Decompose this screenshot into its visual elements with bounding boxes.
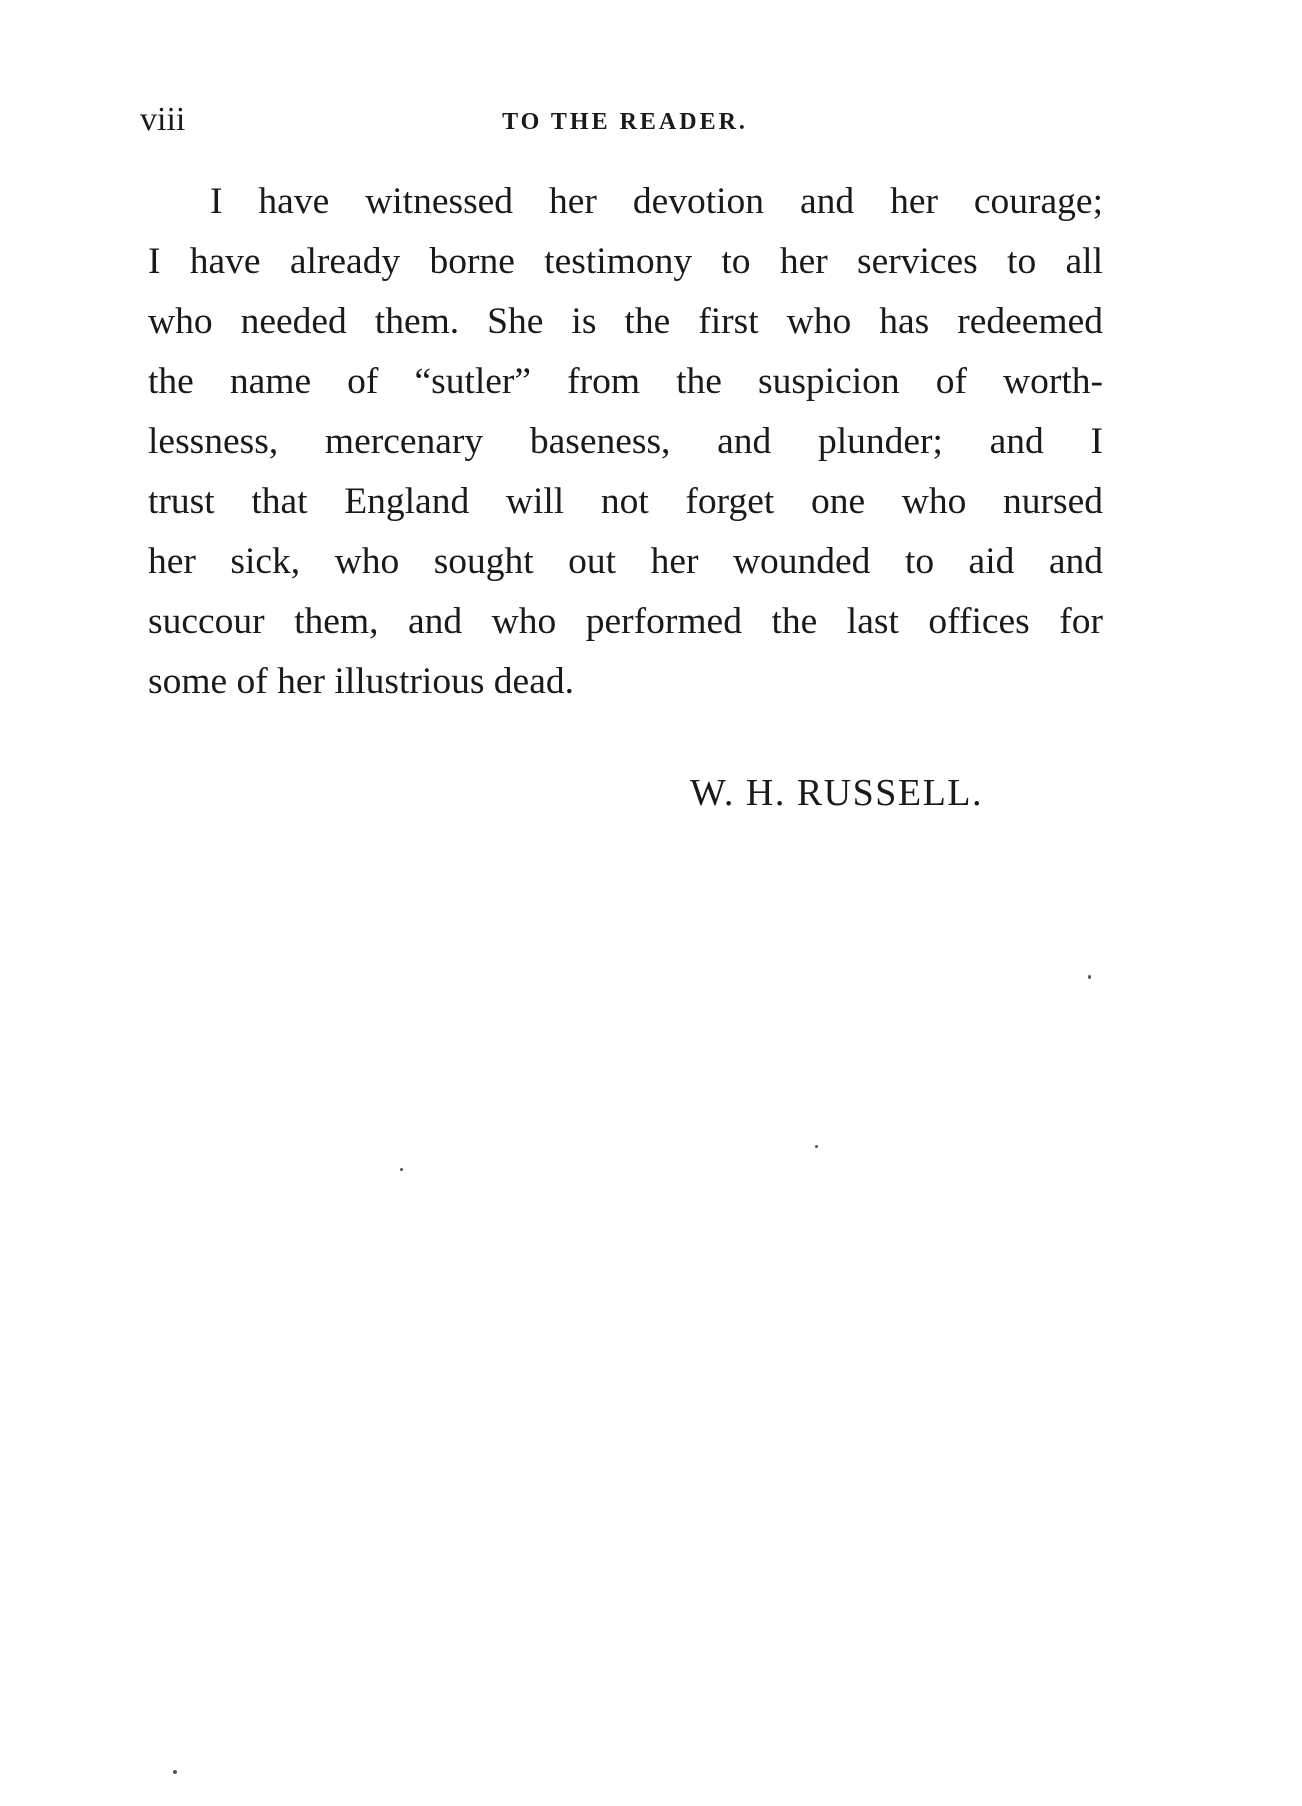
text-line: I have witnessed her devotion and her courage; xyxy=(210,181,1103,222)
running-head xyxy=(140,100,1110,140)
text-line: trust that England will not forget one who nursed xyxy=(148,481,1103,522)
text-line: lessness, mercenary baseness, and plunder; and I xyxy=(148,421,1103,462)
scan-speck xyxy=(1088,975,1091,979)
text-line: who needed them. She is the first who has redeemed xyxy=(148,301,1103,342)
page-number: viii xyxy=(140,101,186,138)
text-line: the name of “sutler” from the suspicion of worth- xyxy=(148,361,1103,402)
running-title: TO THE READER. xyxy=(502,109,748,135)
scan-speck xyxy=(815,1145,818,1148)
text-line: succour them, and who performed the last offices for xyxy=(148,601,1103,642)
scan-speck xyxy=(400,1168,403,1171)
body-paragraph xyxy=(148,172,1103,712)
text-line: I have already borne testimony to her services to all xyxy=(148,241,1103,282)
scan-speck xyxy=(173,1770,177,1774)
text-line: her sick, who sought out her wounded to aid and xyxy=(148,541,1103,582)
text-line: some of her illustrious dead. xyxy=(148,661,574,702)
signature: W. H. RUSSELL. xyxy=(690,772,984,814)
